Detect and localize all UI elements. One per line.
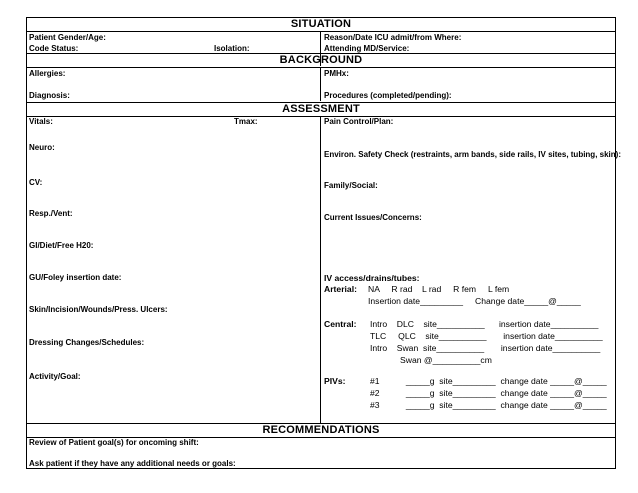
- arterial-insertion: Insertion date_________ Change date_____@_____: [368, 296, 581, 306]
- review-goals-label: Review of Patient goal(s) for oncoming shift:: [29, 438, 199, 447]
- activity-label: Activity/Goal:: [29, 372, 81, 381]
- background-divider: [320, 67, 321, 101]
- sbar-handoff-form: [26, 17, 621, 469]
- piv-row-2: #2 _____g site_________ change date _____@_____: [370, 388, 607, 398]
- cv-label: CV:: [29, 178, 43, 187]
- attending-label: Attending MD/Service:: [324, 44, 410, 53]
- piv-row-1: #1 _____g site_________ change date _____@_____: [370, 376, 607, 386]
- central-row-4: Swan @__________cm: [400, 355, 492, 365]
- pmhx-label: PMHx:: [324, 69, 349, 78]
- gi-diet-label: GI/Diet/Free H20:: [29, 241, 94, 250]
- background-header: BACKGROUND: [27, 53, 615, 68]
- gu-foley-label: GU/Foley insertion date:: [29, 273, 122, 282]
- reason-date-label: Reason/Date ICU admit/from Where:: [324, 33, 462, 42]
- pain-control-label: Pain Control/Plan:: [324, 117, 394, 126]
- gender-age-label: Patient Gender/Age:: [29, 33, 106, 42]
- recommendations-header: RECOMMENDATIONS: [27, 423, 615, 438]
- neuro-label: Neuro:: [29, 143, 55, 152]
- family-social-label: Family/Social:: [324, 181, 378, 190]
- assessment-divider: [320, 116, 321, 424]
- diagnosis-label: Diagnosis:: [29, 91, 70, 100]
- procedures-label: Procedures (completed/pending):: [324, 91, 452, 100]
- situation-header: SITUATION: [27, 18, 615, 32]
- issues-label: Current Issues/Concerns:: [324, 213, 422, 222]
- safety-check-label: Environ. Safety Check (restraints, arm bands, side rails, IV sites, tubing, skin):: [324, 150, 621, 159]
- skin-label: Skin/Incision/Wounds/Press. Ulcers:: [29, 305, 168, 314]
- central-row-3: Intro Swan site__________ insertion date__________: [370, 343, 601, 353]
- code-status-label: Code Status:: [29, 44, 79, 53]
- pivs-label: PIVs:: [324, 376, 346, 386]
- central-label: Central:: [324, 319, 357, 329]
- assessment-header: ASSESSMENT: [27, 102, 615, 117]
- piv-row-3: #3 _____g site_________ change date _____@_____: [370, 400, 607, 410]
- resp-vent-label: Resp./Vent:: [29, 209, 73, 218]
- isolation-label: Isolation:: [214, 44, 250, 53]
- arterial-options: NA R rad L rad R fem L fem: [368, 284, 510, 294]
- dressing-label: Dressing Changes/Schedules:: [29, 338, 145, 347]
- central-row-2: TLC QLC site__________ insertion date__________: [370, 331, 603, 341]
- iv-access-label: IV access/drains/tubes:: [324, 273, 420, 283]
- central-row-1: Intro DLC site__________ insertion date__________: [370, 319, 599, 329]
- tmax-label: Tmax:: [234, 117, 258, 126]
- arterial-label: Arterial:: [324, 284, 357, 294]
- additional-needs-label: Ask patient if they have any additional needs or goals:: [29, 459, 236, 468]
- allergies-label: Allergies:: [29, 69, 66, 78]
- vitals-label: Vitals:: [29, 117, 53, 126]
